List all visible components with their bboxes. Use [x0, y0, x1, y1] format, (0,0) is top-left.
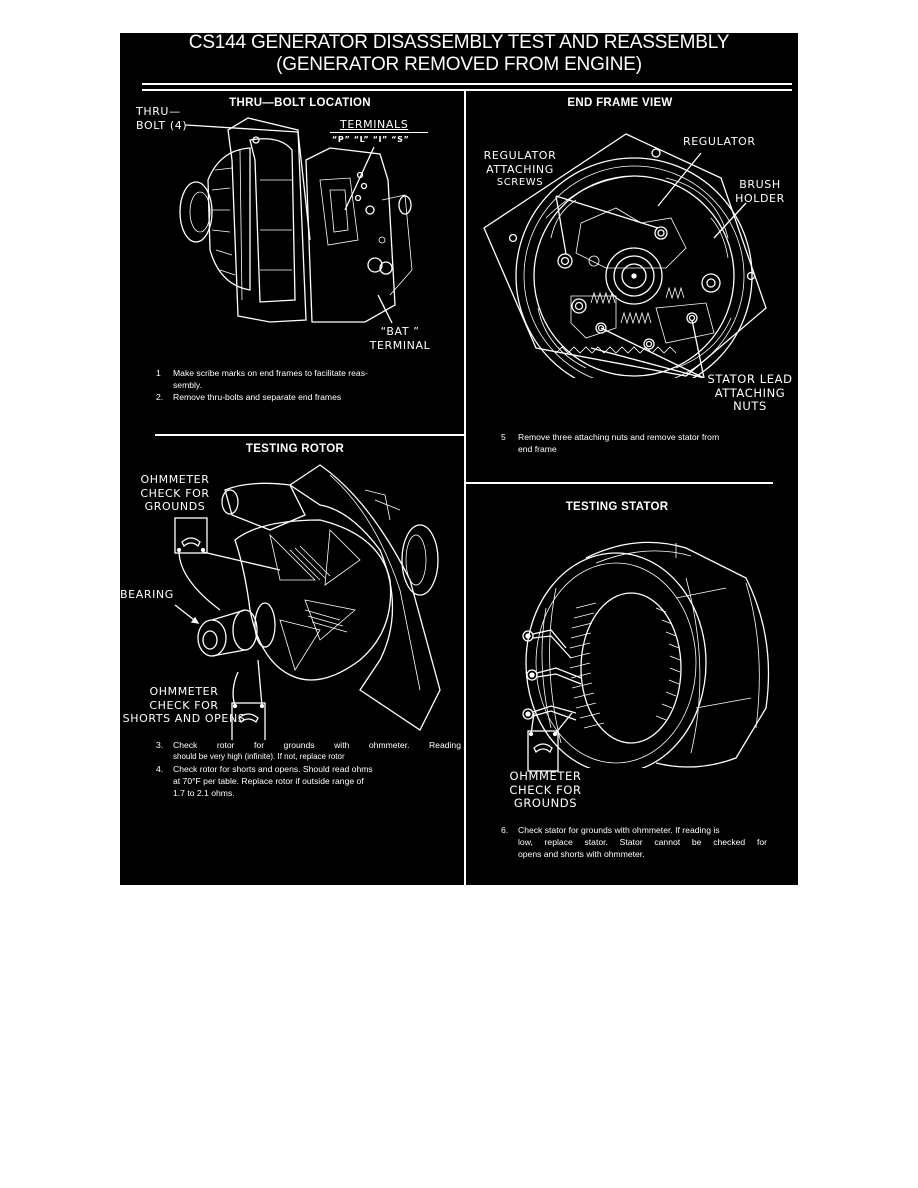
step-6 [501, 824, 767, 860]
end-frame-steps [501, 431, 776, 455]
step-5-text-cont: end frame [518, 444, 557, 454]
step-4-text-cont: at 70°F per table. Replace rotor if outside range of [173, 776, 364, 786]
regulator-screws-line2: ATTACHING [486, 162, 554, 176]
step-3-number: 3. [156, 740, 164, 750]
testing-rotor-section-title: TESTING ROTOR [245, 443, 345, 455]
regulator-label: REGULATOR [683, 135, 756, 148]
generator-side-view-illustration [120, 90, 464, 340]
rotor-shorts-line3: SHORTS AND OPENS [122, 712, 246, 725]
thru-bolt-section-title: THRU—BOLT LOCATION [229, 97, 371, 109]
regulator-screws-line1: REGULATOR [483, 149, 557, 162]
bat-terminal-label-line1: “BAT ” [380, 325, 420, 338]
stator-grounds-line2: CHECK FOR [509, 782, 582, 797]
testing-rotor-steps [156, 739, 461, 799]
stator-lead-line3: NUTS [733, 399, 767, 413]
manual-page-panel [120, 33, 798, 885]
rotor-illustration [120, 460, 464, 740]
left-section-divider [155, 434, 464, 436]
step-3-text: Check rotor for grounds with ohmmeter. Reading [173, 740, 461, 750]
brush-holder-line1: BRUSH [739, 178, 781, 191]
rotor-grounds-line3: GROUNDS [144, 500, 206, 513]
rotor-grounds-line2: CHECK FOR [140, 486, 210, 500]
step-1-number: 1 [156, 368, 161, 378]
step-2-text: Remove thru-bolts and separate end frames [173, 392, 342, 402]
bearing-label: BEARING [120, 588, 174, 601]
stator-lead-line2: ATTACHING [714, 385, 786, 400]
stator-grounds-line3: GROUNDS [513, 796, 578, 810]
title-line-1: CS144 GENERATOR DISASSEMBLY TEST AND REASSEMBLY [188, 32, 730, 53]
stator-lead-line1: STATOR LEAD [707, 372, 793, 386]
step-3 [156, 739, 461, 763]
right-section-divider [466, 482, 773, 484]
brush-holder-line2: HOLDER [735, 191, 785, 205]
end-frame-section-title: END FRAME VIEW [567, 97, 673, 109]
rotor-shorts-line2: CHECK FOR [149, 698, 219, 712]
step-5-text: Remove three attaching nuts and remove stator from [518, 432, 720, 442]
step-1-text: Make scribe marks on end frames to facilitate reas- [173, 368, 368, 378]
rotor-shorts-line1: OHMMETER [149, 685, 219, 698]
step-2-number: 2. [156, 392, 164, 402]
step-4-text: Check rotor for shorts and opens. Should read ohms [173, 764, 373, 774]
step-2 [156, 391, 461, 403]
thru-bolt-steps [156, 367, 461, 403]
thru-bolt-label-line1: THRU— [136, 105, 181, 118]
stator-lead-nuts-label [700, 373, 800, 414]
end-frame-illustration [466, 128, 786, 378]
step-6-text: Check stator for grounds with ohmmeter. If reading is [518, 825, 720, 835]
step-4 [156, 763, 461, 799]
rotor-grounds-line1: OHMMETER [140, 473, 210, 486]
step-6-text-cont: low, replace stator. Stator cannot be checked for [518, 837, 767, 847]
bat-terminal-label-line2: TERMINAL [369, 338, 431, 352]
regulator-screws-line3: SCREWS [496, 177, 544, 188]
thru-bolt-label-line2: BOLT (4) [136, 118, 188, 132]
title-rule-top [142, 83, 792, 85]
step-3-text-cont: should be very high (infinite). If not, replace rotor [173, 752, 345, 761]
step-4-text-cont2: 1.7 to 2.1 ohms. [173, 788, 235, 798]
step-1 [156, 367, 461, 391]
testing-stator-steps [501, 824, 767, 860]
terminals-label: TERMINALS [340, 118, 409, 131]
stator-grounds-line1: OHMMETER [509, 769, 582, 783]
step-4-number: 4. [156, 764, 164, 774]
step-5 [501, 431, 776, 455]
step-6-number: 6. [501, 825, 509, 835]
stator-grounds-label [498, 770, 593, 811]
terminal-letters-label: “P” “L” “I” “S” [332, 135, 410, 144]
step-6-text-cont2: opens and shorts with ohmmeter. [518, 849, 645, 859]
testing-stator-section-title: TESTING STATOR [565, 501, 669, 513]
title-line-2: (GENERATOR REMOVED FROM ENGINE) [276, 54, 642, 75]
step-5-number: 5 [501, 432, 506, 442]
step-1-text-cont: sembly. [173, 380, 202, 390]
